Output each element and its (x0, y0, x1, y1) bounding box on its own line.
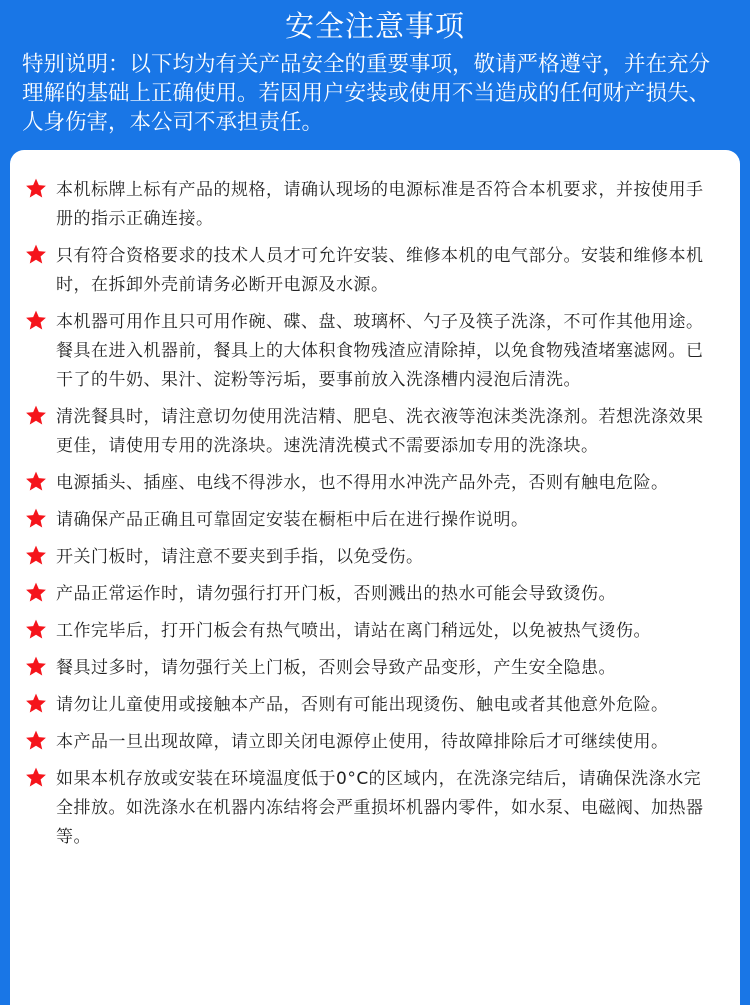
safety-note-item (10, 617, 740, 646)
safety-note-text: 本机器可用作且只可用作碗、碟、盘、玻璃杯、勺子及筷子洗涤，不可作其他用途。餐具在进入机器前，餐具上的大体积食物残渣应清除掉，以免食物残渣堵塞滤网。已干了的牛奶、果汁、淀粉等污垢，要事前放入洗涤槽内浸泡后清洗。 (56, 312, 704, 390)
safety-note-item (10, 728, 740, 757)
safety-note-text: 开关门板时，请注意不要夹到手指，以免受伤。 (56, 547, 424, 567)
star-icon (25, 243, 47, 265)
safety-note-text: 请勿让儿童使用或接触本产品，否则有可能出现烫伤、触电或者其他意外危险。 (56, 695, 669, 715)
safety-notes-list (10, 176, 740, 860)
safety-note-text: 如果本机存放或安装在环境温度低于0°C的区域内，在洗涤完结后，请确保洗涤水完全排放。如洗涤水在机器内冻结将会严重损坏机器内零件，如水泵、电磁阀、加热器等。 (56, 769, 704, 847)
safety-note-text: 请确保产品正确且可靠固定安装在橱柜中后在进行操作说明。 (56, 510, 529, 530)
safety-note-item (10, 469, 740, 498)
safety-note-text: 清洗餐具时，请注意切勿使用洗洁精、肥皂、洗衣液等泡沫类洗涤剂。若想洗涤效果更佳，请使用专用的洗涤块。速洗清洗模式不需要添加专用的洗涤块。 (56, 407, 704, 456)
page-title: 安全注意事项 (284, 9, 465, 43)
safety-note-item (10, 506, 740, 535)
star-icon (25, 544, 47, 566)
intro-statement: 特别说明：以下均为有关产品安全的重要事项，敬请严格遵守，并在充分理解的基础上正确使用。若因用户安装或使用不当造成的任何财产损失、人身伤害，本公司不承担责任。 (22, 52, 711, 135)
safety-note-text: 工作完毕后，打开门板会有热气喷出，请站在离门稍远处，以免被热气烫伤。 (56, 621, 651, 641)
star-icon (25, 309, 47, 331)
header-banner (0, 0, 750, 148)
safety-note-item (10, 403, 740, 461)
safety-note-text: 只有符合资格要求的技术人员才可允许安装、维修本机的电气部分。安装和维修本机时，在拆卸外壳前请务必断开电源及水源。 (56, 246, 704, 295)
star-icon (25, 692, 47, 714)
safety-note-text: 餐具过多时，请勿强行关上门板，否则会导致产品变形，产生安全隐患。 (56, 658, 616, 678)
safety-note-text: 本产品一旦出现故障，请立即关闭电源停止使用，待故障排除后才可继续使用。 (56, 732, 669, 752)
safety-note-text: 产品正常运作时，请勿强行打开门板，否则溅出的热水可能会导致烫伤。 (56, 584, 616, 604)
star-icon (25, 766, 47, 788)
safety-note-item (10, 691, 740, 720)
safety-note-item (10, 543, 740, 572)
star-icon (25, 470, 47, 492)
star-icon (25, 581, 47, 603)
safety-note-text: 本机标牌上标有产品的规格，请确认现场的电源标准是否符合本机要求，并按使用手册的指示正确连接。 (56, 180, 704, 229)
star-icon (25, 618, 47, 640)
star-icon (25, 729, 47, 751)
star-icon (25, 655, 47, 677)
safety-note-item (10, 176, 740, 234)
safety-note-item (10, 765, 740, 852)
safety-note-item (10, 580, 740, 609)
star-icon (25, 404, 47, 426)
star-icon (25, 507, 47, 529)
safety-note-item (10, 654, 740, 683)
star-icon (25, 177, 47, 199)
safety-note-item (10, 242, 740, 300)
safety-note-item (10, 308, 740, 395)
safety-note-text: 电源插头、插座、电线不得涉水，也不得用水冲洗产品外壳，否则有触电危险。 (56, 473, 669, 493)
safety-notes-panel (10, 150, 740, 1005)
